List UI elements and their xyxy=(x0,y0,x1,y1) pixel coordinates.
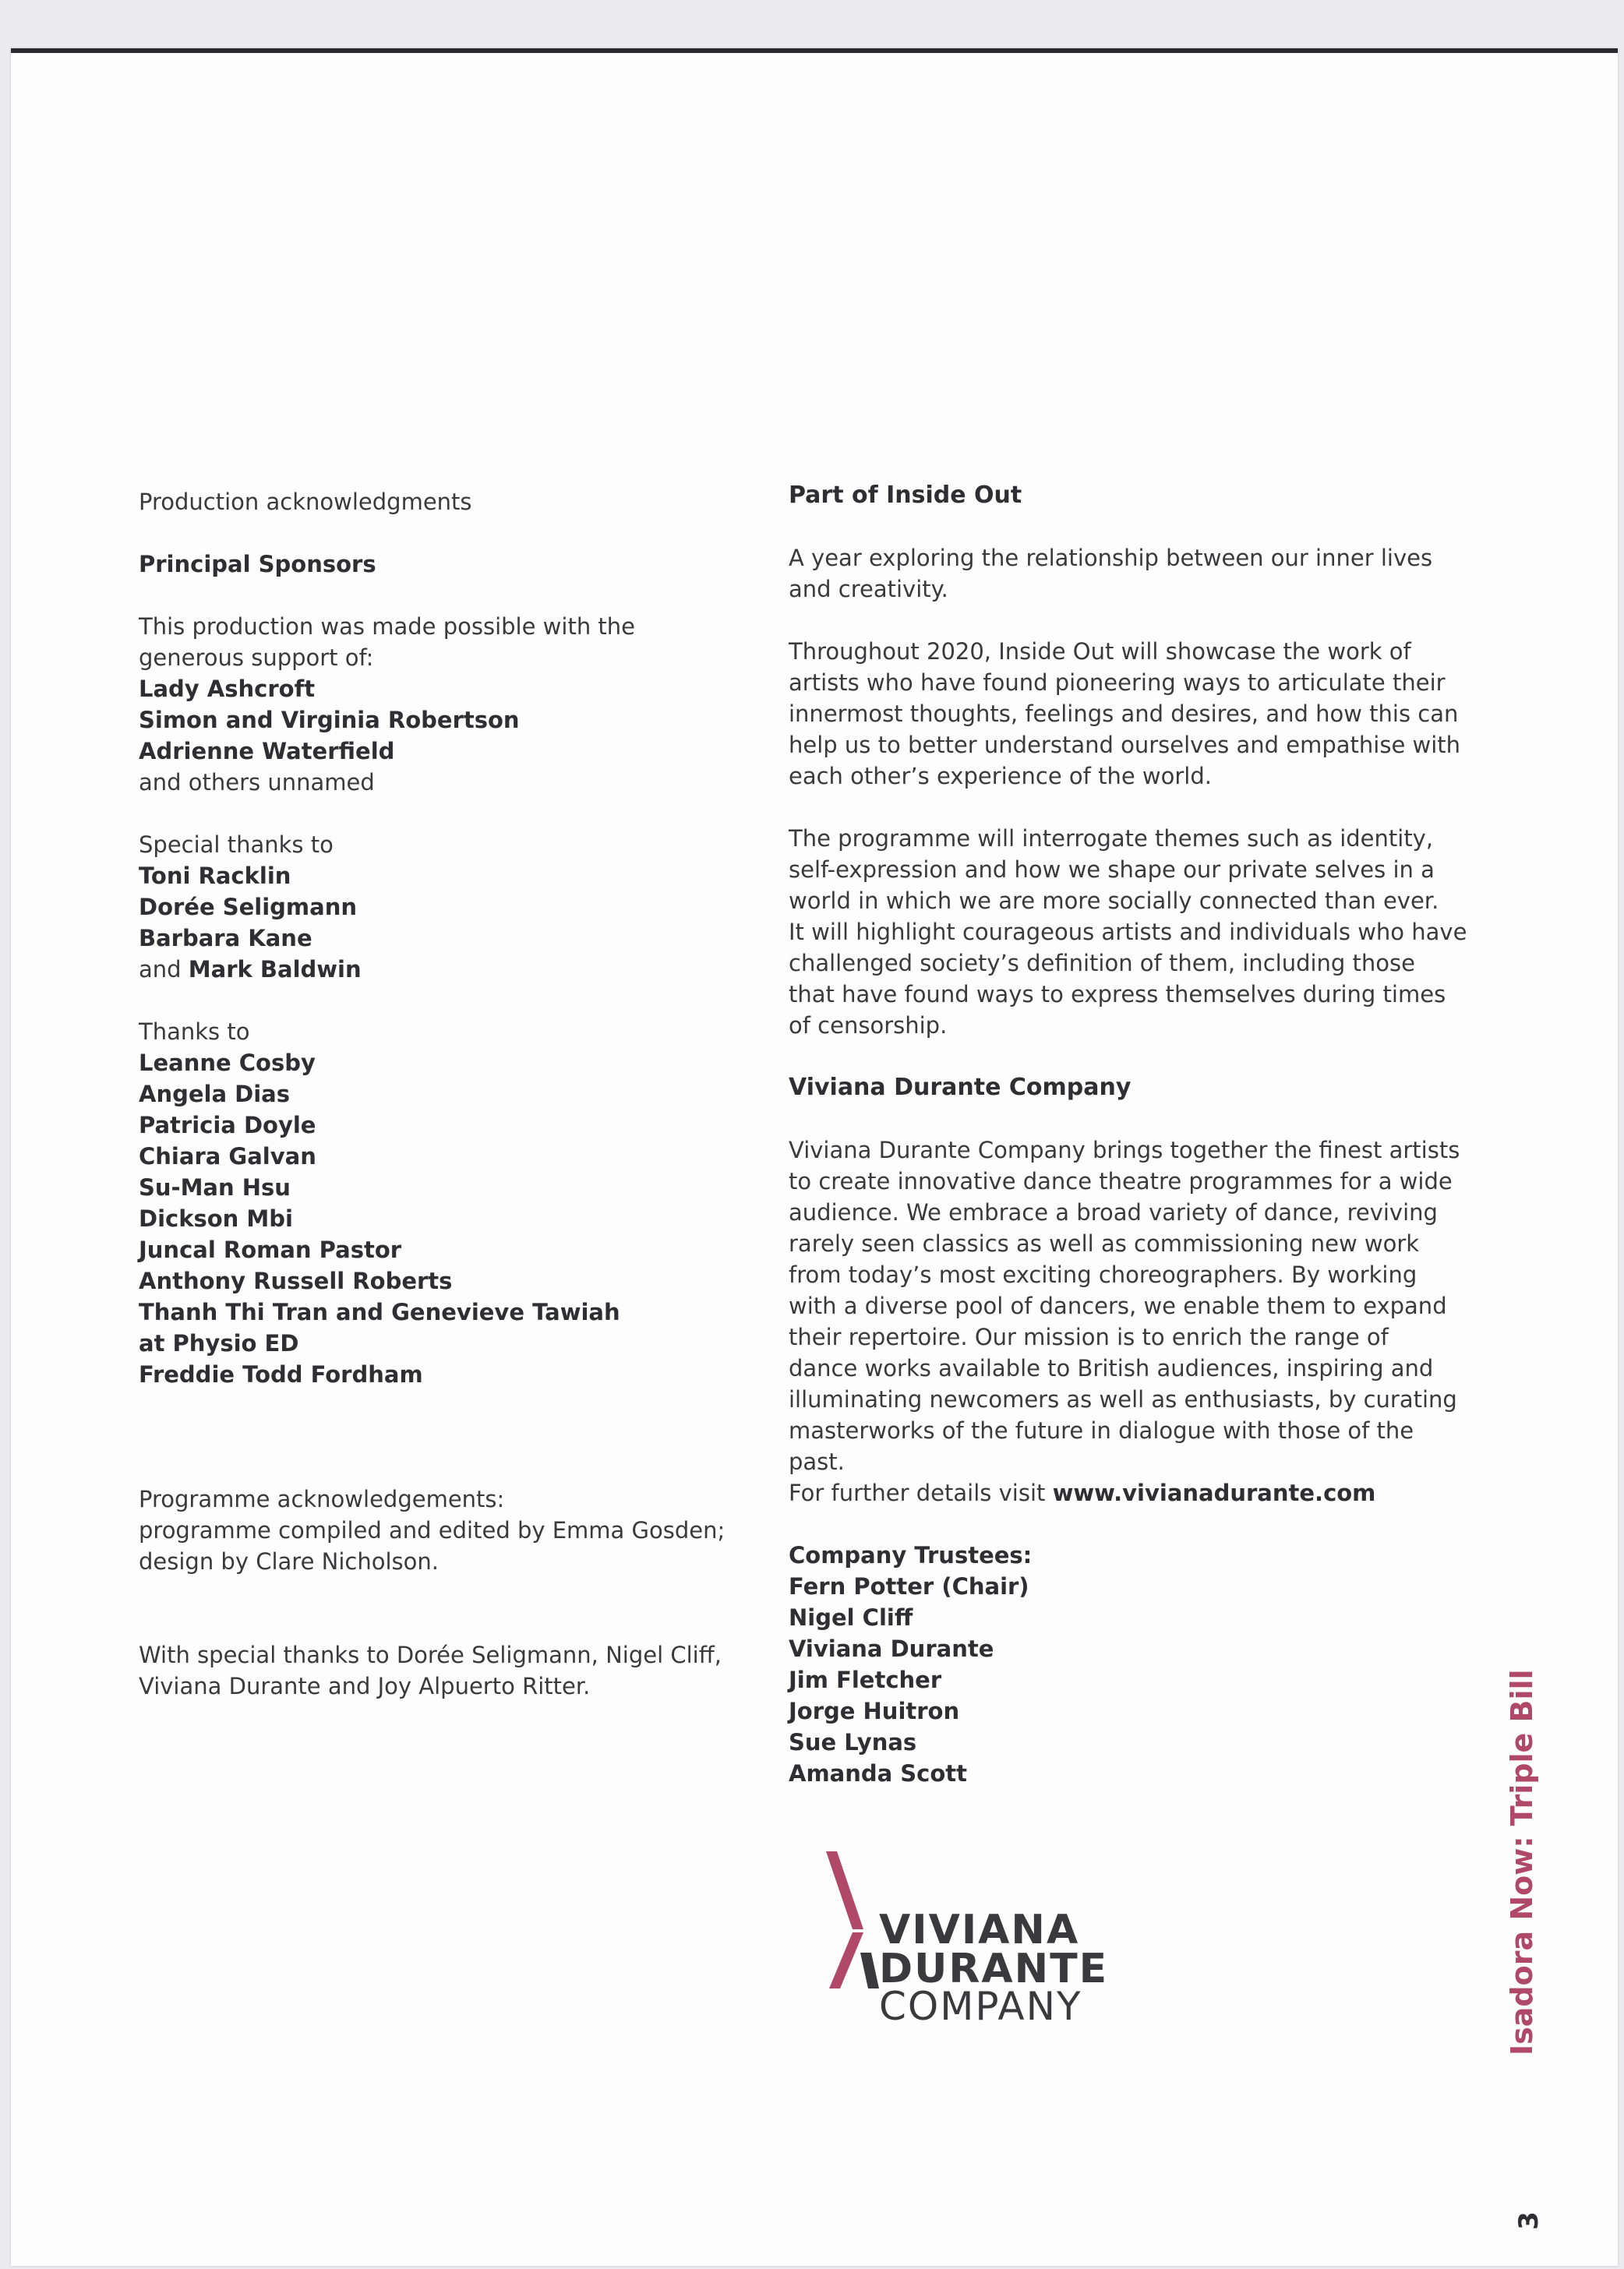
principal-sponsors-heading: Principal Sponsors xyxy=(139,551,376,577)
paragraph-line: from today’s most exciting choreographers. By working xyxy=(789,1262,1417,1288)
paragraph-line: dance works available to British audiences, inspiring and xyxy=(789,1355,1434,1382)
details-prefix: For further details visit xyxy=(789,1480,1046,1506)
sponsors-text-1: This production was made possible with the xyxy=(139,613,636,640)
thanks-name: Freddie Todd Fordham xyxy=(139,1361,423,1388)
thanks-name: Angela Dias xyxy=(139,1081,290,1107)
paragraph-line: innermost thoughts, feelings and desires, and how this can xyxy=(789,700,1459,727)
about-column xyxy=(789,480,1474,1789)
paragraph-line: A year exploring the relationship between our inner lives xyxy=(789,545,1433,571)
paragraph-line: audience. We embrace a broad variety of dance, reviving xyxy=(789,1199,1438,1226)
paragraph-line: The programme will interrogate themes such as identity, xyxy=(789,825,1434,852)
thanks-name: Patricia Doyle xyxy=(139,1112,316,1138)
special-thanks-name: Barbara Kane xyxy=(139,925,312,951)
website-link[interactable]: www.vivianadurante.com xyxy=(1052,1480,1376,1506)
trustee-name: Nigel Cliff xyxy=(789,1604,913,1631)
company-logo xyxy=(809,1851,1121,2029)
closing-thanks-2: Viviana Durante and Joy Alpuerto Ritter. xyxy=(139,1673,591,1699)
logo-wordmark xyxy=(879,1907,1109,2029)
paragraph-line: that have found ways to express themselves during times xyxy=(789,981,1446,1007)
paragraph-line: illuminating newcomers as well as enthusiasts, by curating xyxy=(789,1386,1457,1413)
trustees-heading: Company Trustees: xyxy=(789,1542,1033,1569)
special-thanks-name: Mark Baldwin xyxy=(188,956,362,983)
details-line xyxy=(789,1477,1474,1509)
thanks-name: Dickson Mbi xyxy=(139,1205,293,1232)
trustee-name: Amanda Scott xyxy=(789,1760,968,1787)
paragraph-line: help us to better understand ourselves and empathise with xyxy=(789,732,1461,758)
paragraph-line: to create innovative dance theatre programmes for a wide xyxy=(789,1168,1453,1194)
programme-title-spine: Isadora Now: Triple Bill xyxy=(1505,1669,1539,2056)
company-heading: Viviana Durante Company xyxy=(789,1074,1132,1101)
logo-word: DURANTE xyxy=(879,1946,1109,1992)
thanks-label: Thanks to xyxy=(139,1018,250,1045)
programme-page xyxy=(11,48,1618,2266)
paragraph-line: self-expression and how we shape our private selves in a xyxy=(789,856,1435,883)
trustee-name: Sue Lynas xyxy=(789,1729,917,1756)
special-thanks-label: Special thanks to xyxy=(139,831,334,858)
sponsors-tail: and others unnamed xyxy=(139,769,375,796)
paragraph-line: each other’s experience of the world. xyxy=(789,763,1212,789)
trustee-name: Jim Fletcher xyxy=(789,1667,942,1693)
paragraph-line: and creativity. xyxy=(789,576,948,602)
paragraph-line: It will highlight courageous artists and individuals who have xyxy=(789,919,1467,945)
paragraph-line: challenged society’s definition of them, including those xyxy=(789,950,1415,976)
paragraph-line: Throughout 2020, Inside Out will showcase the work of xyxy=(789,638,1411,665)
sponsor-name: Lady Ashcroft xyxy=(139,676,316,702)
acknowledgments-column xyxy=(139,486,793,1702)
programme-acknowledgements-3: design by Clare Nicholson. xyxy=(139,1548,439,1575)
thanks-name: Chiara Galvan xyxy=(139,1143,316,1170)
special-thanks-name: Dorée Seligmann xyxy=(139,894,358,920)
logo-word: COMPANY xyxy=(879,1984,1082,2029)
thanks-name: Leanne Cosby xyxy=(139,1050,316,1076)
special-thanks-name: Toni Racklin xyxy=(139,863,291,889)
programme-acknowledgements-1: Programme acknowledgements: xyxy=(139,1486,505,1512)
production-acknowledgments-label: Production acknowledgments xyxy=(139,489,472,515)
paragraph-line: rarely seen classics as well as commissioning new work xyxy=(789,1230,1420,1257)
paragraph-line: with a diverse pool of dancers, we enable them to expand xyxy=(789,1293,1447,1319)
special-thanks-last-line xyxy=(139,954,793,985)
logo-word: VIVIANA xyxy=(879,1907,1080,1953)
paragraph-line: Viviana Durante Company brings together the finest artists xyxy=(789,1137,1460,1163)
page-number: 3 xyxy=(1513,2211,1545,2230)
thanks-name: Thanh Thi Tran and Genevieve Tawiah xyxy=(139,1299,620,1325)
trustee-name: Jorge Huitron xyxy=(789,1698,960,1724)
thanks-name: Juncal Roman Pastor xyxy=(139,1237,402,1263)
sponsors-text-2: generous support of: xyxy=(139,644,374,671)
thanks-name: at Physio ED xyxy=(139,1330,299,1357)
sponsor-name: Adrienne Waterfield xyxy=(139,738,395,764)
paragraph-line: artists who have found pioneering ways to articulate their xyxy=(789,669,1446,696)
programme-acknowledgements-2: programme compiled and edited by Emma Gosden; xyxy=(139,1517,726,1544)
trustee-name: Fern Potter (Chair) xyxy=(789,1573,1029,1600)
paragraph-line: of censorship. xyxy=(789,1012,948,1039)
paragraph-line: world in which we are more socially connected than ever. xyxy=(789,887,1439,914)
thanks-name: Su-Man Hsu xyxy=(139,1174,291,1201)
inside-out-heading: Part of Inside Out xyxy=(789,482,1022,509)
sponsor-name: Simon and Virginia Robertson xyxy=(139,707,520,733)
paragraph-line: their repertoire. Our mission is to enrich the range of xyxy=(789,1324,1389,1350)
trustee-name: Viviana Durante xyxy=(789,1636,994,1662)
and-word: and xyxy=(139,956,182,983)
thanks-name: Anthony Russell Roberts xyxy=(139,1268,453,1294)
paragraph-line: masterworks of the future in dialogue with those of the past. xyxy=(789,1417,1414,1475)
closing-thanks-1: With special thanks to Dorée Seligmann, Nigel Cliff, xyxy=(139,1642,722,1668)
